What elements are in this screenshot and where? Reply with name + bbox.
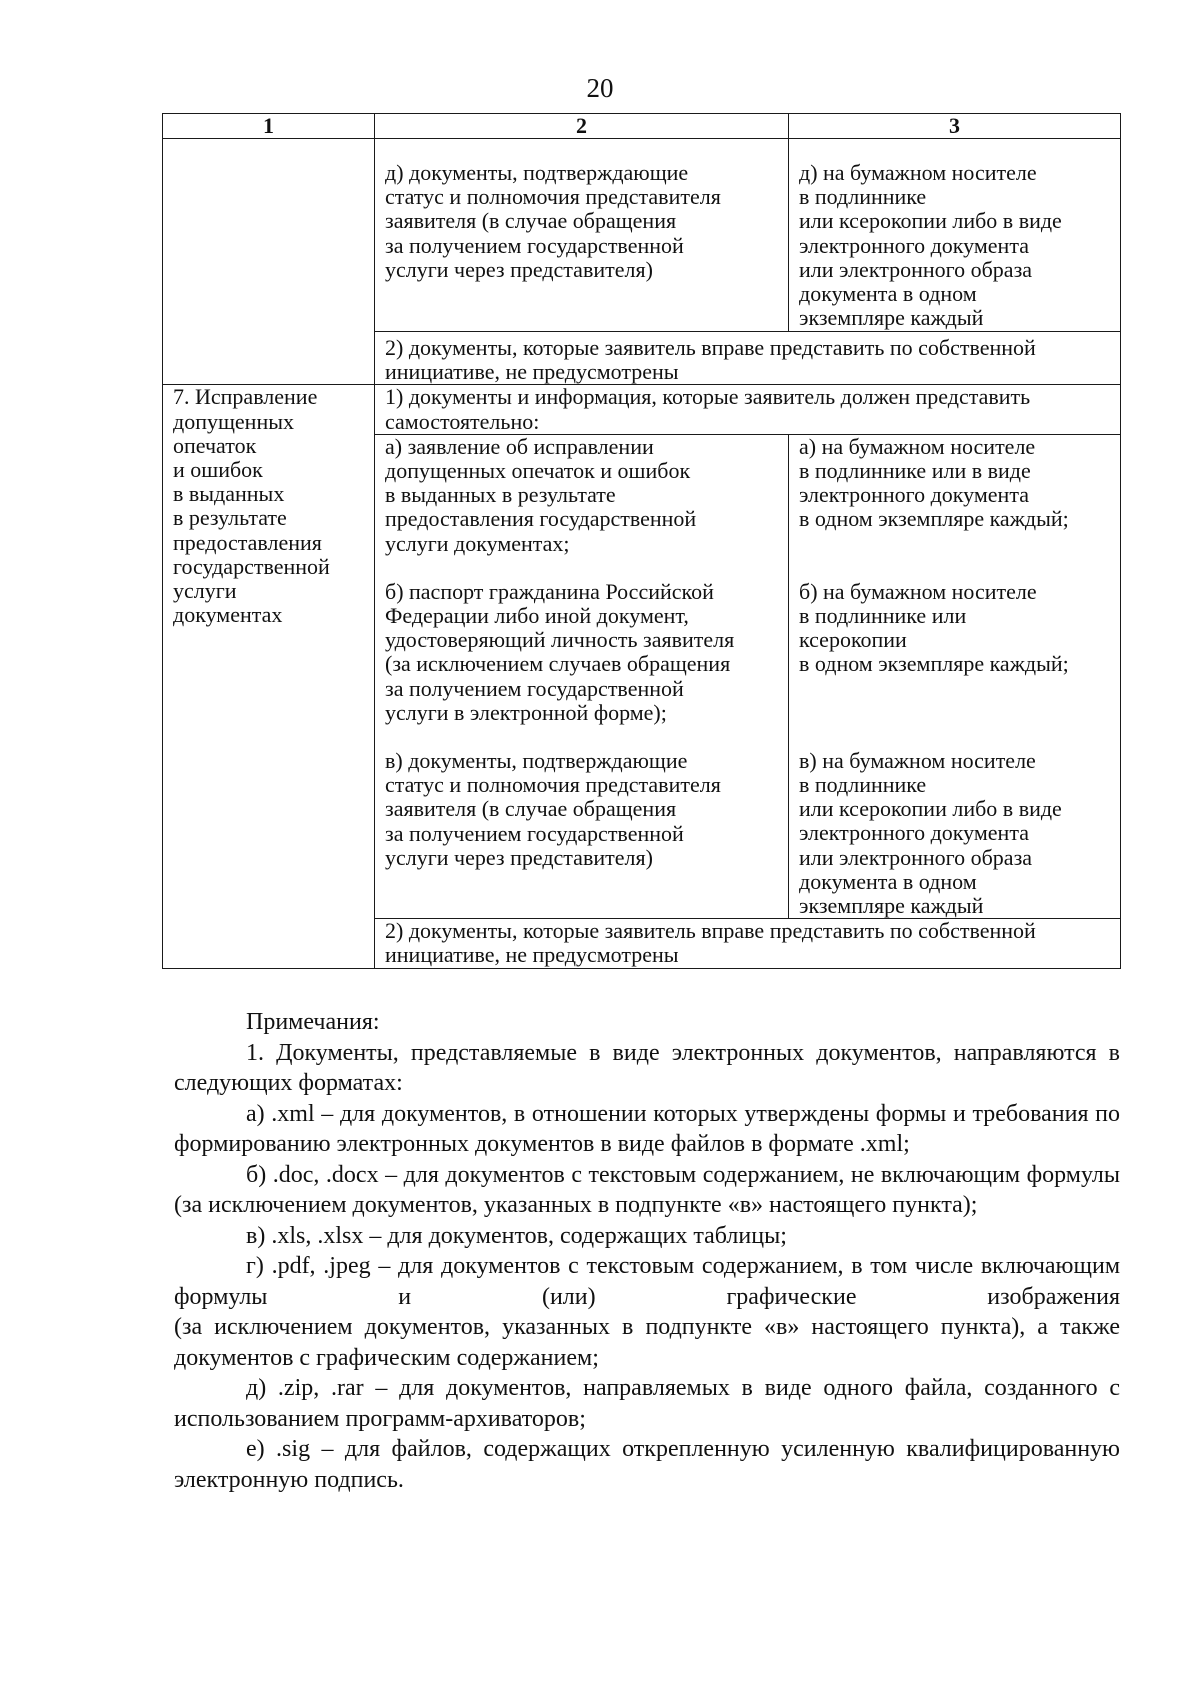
document-cell: [375, 139, 789, 332]
table-header-row: [163, 114, 1121, 139]
note-format-b: б) .doc, .docx – для документов с текстовым содержанием, не включающим формулы (за исключением документов, указанных в подпункте «в» настоящего пункта);: [174, 1161, 1120, 1218]
page-number: 20: [586, 73, 614, 103]
table-row: [163, 139, 1121, 332]
service-name-7: 7. Исправление допущенных опечаток и ошибок в выданных в результате предоставления государственной услуги документах: [173, 384, 330, 628]
optional-documents-cell: [375, 919, 1121, 968]
documents-table: [162, 113, 1121, 969]
form-cell: [789, 139, 1121, 332]
column-header-2: 2: [375, 114, 789, 139]
note-format-g-continued: (за исключением документов, указанных в подпункте «в» настоящего пункта), а также документов с графическим содержанием;: [174, 1314, 1120, 1371]
optional-documents-text: 2) документы, которые заявитель вправе представить по собственной инициативе, не предусмотрены: [385, 335, 1036, 385]
note-format-a: а) .xml – для документов, в отношении которых утверждены формы и требования по формированию электронных документов в виде файлов в формате .xml;: [174, 1100, 1120, 1157]
document-item-v: в) документы, подтверждающие статус и полномочия представителя заявителя (в случае обращения за получением государственной услуги через представителя): [385, 748, 721, 870]
document-item-b: б) паспорт гражданина Российской Федерации либо иной документ, удостоверяющий личность заявителя (за исключением случаев обращения за получением государственной услуги в электронной форме);: [385, 578, 735, 725]
form-item-b: б) на бумажном носителе в подлиннике или ксерокопии в одном экземпляре каждый;: [799, 578, 1069, 677]
notes-title: Примечания:: [246, 1009, 380, 1035]
note-format-v: в) .xls, .xlsx – для документов, содержащих таблицы;: [246, 1222, 787, 1249]
document-item-a: а) заявление об исправлении допущенных опечаток и ошибок в выданных в результате предоставления государственной услуги документах;: [385, 433, 697, 556]
note-format-d: д) .zip, .rar – для документов, направляемых в виде одного файла, созданного с использованием программ-архиваторов;: [174, 1375, 1120, 1432]
required-documents-header: 1) документы и информация, которые заявитель должен представить самостоятельно:: [385, 384, 1031, 434]
note-format-g: г) .pdf, .jpeg – для документов с текстовым содержанием, в том числе включающим формулы и (или) графические изображения: [174, 1253, 1120, 1310]
note-1: 1. Документы, представляемые в виде электронных документов, направляются в следующих форматах:: [174, 1039, 1120, 1096]
form-cell: [789, 434, 1121, 918]
form-item-a: а) на бумажном носителе в подлиннике или в виде электронного документа в одном экземпляре каждый;: [799, 433, 1069, 532]
optional-documents-text: 2) документы, которые заявитель вправе представить по собственной инициативе, не предусмотрены: [385, 918, 1036, 968]
note-format-e: е) .sig – для файлов, содержащих открепленную усиленную квалифицированную электронную подпись.: [174, 1436, 1120, 1493]
form-item-d: д) на бумажном носителе в подлиннике или ксерокопии либо в виде электронного документа или электронного образа документа в одном экземпляре каждый: [799, 160, 1062, 331]
service-name-cell: [163, 139, 375, 385]
table-row: [163, 385, 1121, 434]
column-header-3: 3: [789, 114, 1121, 139]
document-cell: [375, 434, 789, 918]
required-documents-header-cell: [375, 385, 1121, 434]
optional-documents-cell: [375, 332, 1121, 385]
form-item-v: в) на бумажном носителе в подлиннике или ксерокопии либо в виде электронного документа или электронного образа документа в одном экземпляре каждый: [799, 747, 1062, 919]
column-header-1: 1: [163, 114, 375, 139]
service-name-cell: [163, 385, 375, 968]
document-item-d: д) документы, подтверждающие статус и полномочия представителя заявителя (в случае обращения за получением государственной услуги через представителя): [385, 160, 721, 282]
notes-section: [174, 1007, 1120, 1495]
